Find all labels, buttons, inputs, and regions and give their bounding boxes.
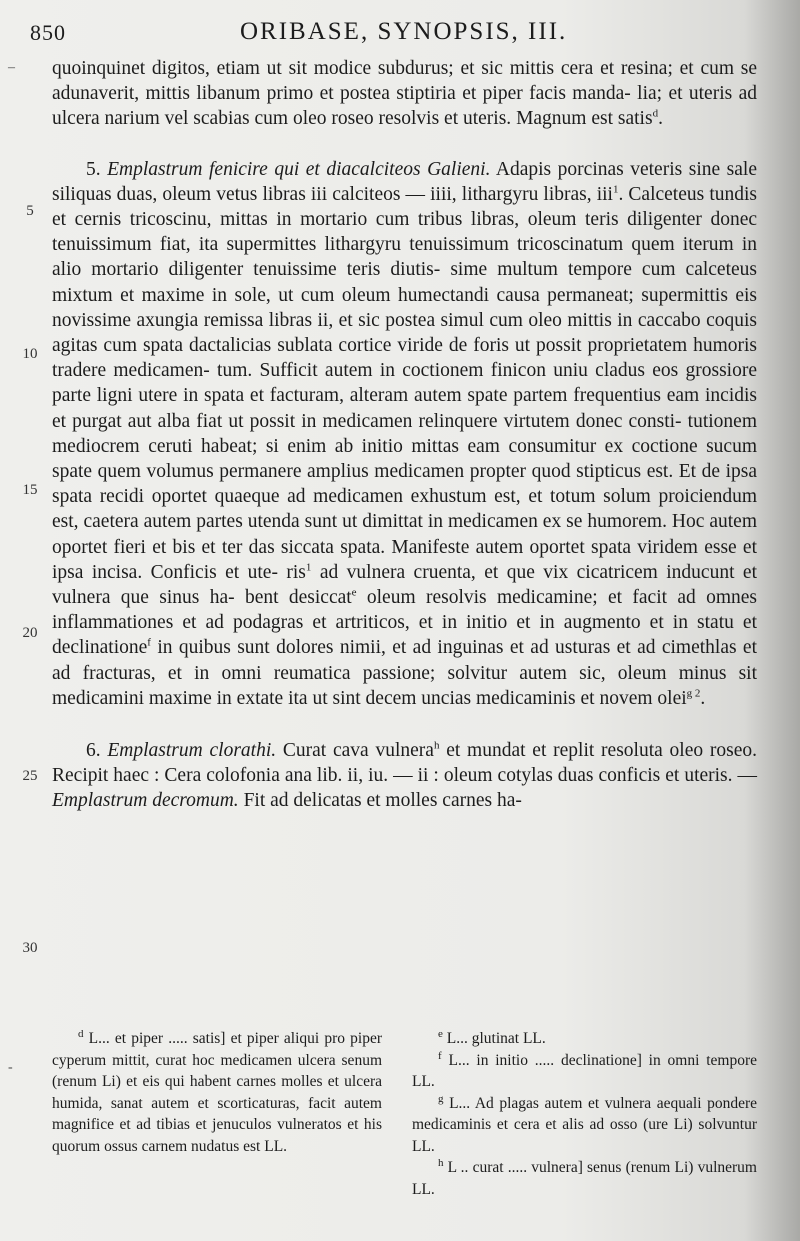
text-line: conficis et uteris. — bbox=[598, 765, 758, 787]
footnote-ref-d: d bbox=[652, 107, 659, 120]
margin-dash-notes: - bbox=[8, 1060, 13, 1075]
section-number-5: 5. bbox=[86, 158, 101, 180]
text-line: medicamini maxime in extate ita ut sint decem uncias medicaminis et novem bbox=[52, 687, 653, 709]
section-title-decromum: Emplastrum decromum. bbox=[52, 790, 239, 812]
footnotes-left-column bbox=[52, 1028, 382, 1157]
footnote-ref-e: e bbox=[351, 586, 357, 599]
text-line: tum. Sufficit autem in coctionem finicon uniu cladus eos grossiore parte ligni bbox=[52, 360, 757, 407]
footnote-text: L... et piper ..... satis] et piper aliqui pro piper cyperum mittit, curat hoc medicamen ulcera senum (renum Li) et eis qui habent carnes molles et ulcera humida, sanat autem et scorticaturas, facit autem magnifice et ad tibias et jenuculos vulneratos et his quorum ossus carnem nudatus est LL. bbox=[52, 1030, 382, 1155]
text-line: utere in spata et facturam, alteram autem spate partem frequentius eam incidis bbox=[138, 385, 758, 407]
line-number-5: 5 bbox=[26, 203, 34, 219]
text-line: tricoscinatum quem iterum in alio mortario diligenter tenuissime teris diutis- bbox=[52, 234, 758, 281]
footnote-ref-h: h bbox=[433, 739, 440, 752]
text-line: sime multum tempore cum calceteus mixtum et maxime in sole, ut cum oleum bbox=[52, 259, 757, 306]
main-text bbox=[52, 56, 757, 814]
text-line: teris diligenter donec tenuissimum fiat, ita supermittes lithargyru tenuissimum bbox=[52, 209, 758, 256]
margin-dash-top: – bbox=[8, 60, 15, 75]
paragraph-5-fenicire bbox=[52, 157, 757, 711]
line-number-20: 20 bbox=[22, 625, 38, 641]
text-line: et mundat et replit resoluta oleo bbox=[439, 740, 704, 762]
paragraph-6-clorathi bbox=[52, 738, 757, 814]
text-line: et purgat aut alba fiat ut possit in medicamen relinquere virtutem donec consti- bbox=[52, 410, 682, 432]
text-line: Magnum est satis bbox=[516, 108, 653, 130]
footnote-h bbox=[412, 1157, 757, 1200]
text-line: stipticus est. Et de ipsa spata recidi oportet quaeque ad medicamen exhustum est, bbox=[52, 461, 758, 508]
text-line: ad podagras et artriticos, et in initio et in augmento et in statu et declinatione bbox=[52, 612, 757, 659]
footnote-text: L... glutinat LL. bbox=[442, 1030, 546, 1047]
footnote-text: L... Ad plagas autem et vulnera aequali pondere medicaminis et cera et alis ad osso (ure Li) solvuntur LL. bbox=[412, 1094, 757, 1155]
footnote-mark: d bbox=[78, 1027, 84, 1040]
text-line: roseo. Recipit haec : Cera colofonia ana lib. ii, iu. — ii : oleum cotylas duas bbox=[52, 740, 758, 787]
footnote-ref-f: f bbox=[147, 636, 151, 649]
running-title: ORIBASE, SYNOPSIS, III. bbox=[240, 18, 568, 45]
footnote-e bbox=[412, 1028, 757, 1050]
text-line: lia; et uteris ad ulcera narium vel scabias cum oleo roseo resolvis et uteris. bbox=[52, 83, 758, 130]
text-line: coctione sucum spate quem volumus permanere amplius medicamen propter quod bbox=[52, 435, 758, 483]
text-line: et sic postea simul cum oleo mittis in caccabo coquis agitas cum spata dactalicias bbox=[52, 309, 757, 357]
footnote-ref-1: 1 bbox=[305, 561, 312, 574]
footnote-d bbox=[52, 1028, 382, 1157]
section-number-6: 6. bbox=[86, 740, 101, 762]
footnote-ref-g: g 2 bbox=[686, 687, 701, 700]
text-line: Calceteus tundis et cernis tricoscinu, mittas in mortario cum tribus libras, oleum bbox=[52, 183, 757, 231]
text-line: Adapis porcinas veteris sine bbox=[490, 158, 721, 180]
text-line: Fit ad delicatas et molles carnes ha- bbox=[238, 790, 522, 812]
text-line: ris bbox=[286, 561, 306, 583]
footnote-f bbox=[412, 1050, 757, 1093]
text-line: in quibus sunt dolores nimii, et ad inguinas et ad usturas et ad cimethlas et ad bbox=[52, 637, 758, 684]
page-number: 850 bbox=[30, 20, 66, 45]
line-number-30: 30 bbox=[22, 940, 38, 956]
text-line: olei bbox=[657, 687, 687, 709]
text-line: tutionem mediocrem ceruti habeat; si enim ab initio mittas eam consumitur ex bbox=[52, 410, 757, 457]
footnote-mark: h bbox=[438, 1156, 444, 1169]
text-line: quoinquinet digitos, etiam ut sit modice subdurus; et sic mittis cera et resina; et bbox=[52, 58, 694, 79]
section-title-clorathi: Emplastrum clorathi. bbox=[107, 740, 277, 762]
text-line: humectandi causa permaneat; supermittis eis novissime axungia remissa libras ii, bbox=[52, 284, 758, 331]
footnote-mark: g bbox=[438, 1092, 444, 1105]
line-number-10: 10 bbox=[22, 346, 38, 362]
punctuation: . bbox=[618, 183, 624, 205]
text-line: et totum solum proiciendum est, caetera autem partes utenda sunt ut dimittat bbox=[52, 486, 757, 533]
text-line: sale siliquas duas, oleum vetus libras iii calciteos — iiii, lithargyru libras, iii bbox=[52, 158, 757, 205]
text-line: in medicamen ex se humorem. Hoc autem oportet fieri et bis et ter das siccata bbox=[52, 511, 757, 558]
text-line: spata. Manifeste autem oportet spata viridem esse et ipsa incisa. Conficis et ute- bbox=[52, 536, 758, 583]
line-number-25: 25 bbox=[22, 768, 38, 784]
text-line: bent desiccat bbox=[244, 587, 352, 609]
text-line: oleum resolvis medicamine; et facit ad omnes inflammationes et bbox=[52, 587, 758, 634]
footnotes-right-column bbox=[412, 1028, 757, 1200]
footnote-mark: f bbox=[438, 1049, 442, 1062]
footnote-text: L .. curat ..... vulnera] senus (renum Li) vulnerum LL. bbox=[412, 1159, 757, 1198]
footnote-ref-1: 1 bbox=[612, 183, 619, 196]
punctuation: . bbox=[658, 108, 663, 130]
page-header bbox=[0, 14, 800, 48]
text-line: sublata cortice viride de foris ut possit proprietatem humoris tradere medicamen- bbox=[52, 335, 757, 382]
paragraph-continuation bbox=[52, 56, 757, 132]
text-line: Curat cava vulnera bbox=[276, 740, 434, 762]
text-line: fracturas, et in omni reumatica passione; solvitur autem sic, oleum minus sit bbox=[82, 662, 758, 684]
text-line: ad vulnera cruenta, et que vix cicatricem inducunt et vulnera que sinus ha- bbox=[52, 561, 758, 609]
footnote-text: L... in initio ..... declinatione] in omni tempore LL. bbox=[412, 1051, 757, 1090]
text-line: cum se adunaverit, mittis libanum primo et postea stiptiria et piper facis manda- bbox=[52, 58, 757, 105]
footnote-mark: e bbox=[438, 1027, 443, 1040]
section-title-fenicire: Emplastrum fenicire qui et diacalciteos Galieni. bbox=[107, 158, 491, 180]
footnote-g bbox=[412, 1093, 757, 1158]
line-number-15: 15 bbox=[22, 482, 38, 498]
punctuation: . bbox=[700, 687, 706, 709]
